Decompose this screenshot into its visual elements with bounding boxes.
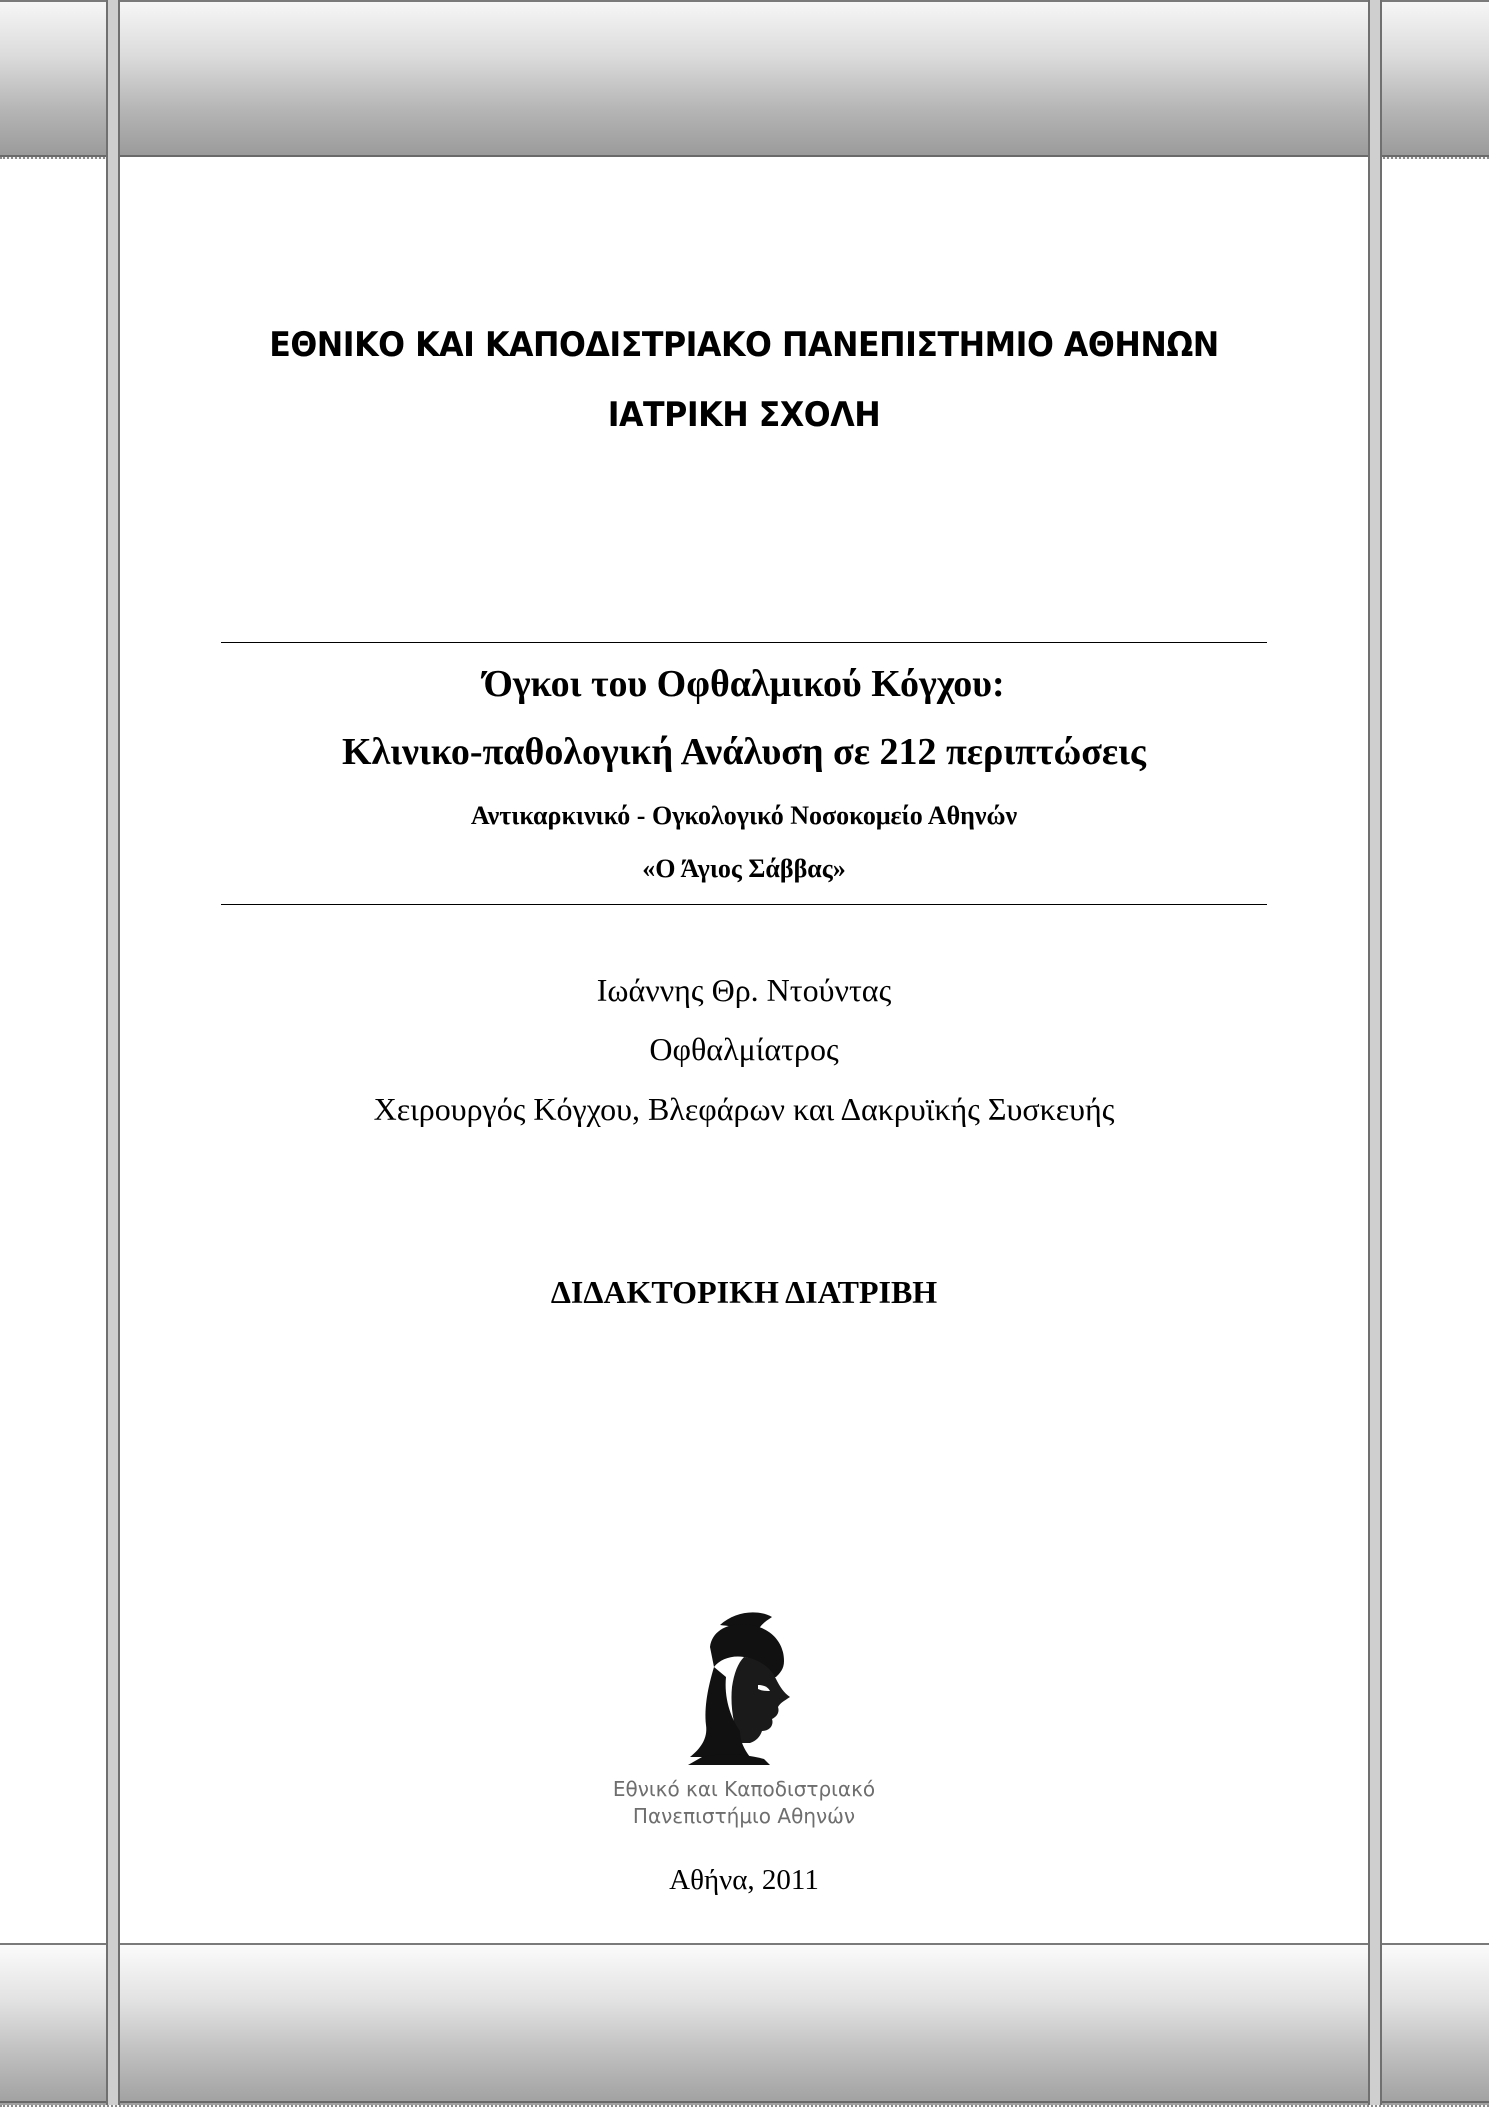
university-name: ΕΘΝΙΚΟ ΚΑΙ ΚΑΠΟΔΙΣΤΡΙΑΚΟ ΠΑΝΕΠΙΣΤΗΜΙΟ ΑΘΗΝΩΝ (269, 325, 1219, 365)
author-name: Ιωάννης Θρ. Ντούντας (596, 972, 892, 1008)
author-title: Οφθαλμίατρος (649, 1031, 839, 1067)
school-name: ΙΑΤΡΙΚΗ ΣΧΟΛΗ (607, 395, 881, 435)
thesis-title-line2: Κλινικο-παθολογική Ανάλυση σε 212 περιπτώσεις (342, 731, 1146, 773)
author-specialty: Χειρουργός Κόγχου, Βλεφάρων και Δακρυϊκής Συσκευής (373, 1091, 1115, 1127)
cover-page (120, 157, 1368, 1943)
athena-head-logo-icon (680, 1607, 810, 1767)
frame-line (0, 2101, 1489, 2103)
place-date: Αθήνα, 2011 (669, 1864, 819, 1896)
thesis-title-line1: Όγκοι του Οφθαλμικού Κόγχου: (483, 663, 1005, 705)
title-top-rule (221, 642, 1267, 643)
logo-caption-line2: Πανεπιστήμιο Αθηνών (632, 1804, 856, 1828)
right-frame-rule (1368, 0, 1382, 2105)
hospital-line: Αντικαρκινικό - Ογκολογικό Νοσοκομείο Αθηνών (470, 801, 1018, 830)
logo-caption-line1: Εθνικό και Καποδιστριακό (612, 1777, 876, 1801)
hospital-name: «Ο Άγιος Σάββας» (642, 854, 846, 883)
left-frame-rule (106, 0, 120, 2105)
footer-band (0, 1943, 1489, 2107)
document-type: ΔΙΔΑΚΤΟΡΙΚΗ ΔΙΑΤΡΙΒΗ (550, 1274, 938, 1310)
frame-line (0, 1943, 1489, 1945)
title-bottom-rule (221, 904, 1267, 905)
header-band (0, 0, 1489, 159)
frame-line (0, 0, 1489, 2)
